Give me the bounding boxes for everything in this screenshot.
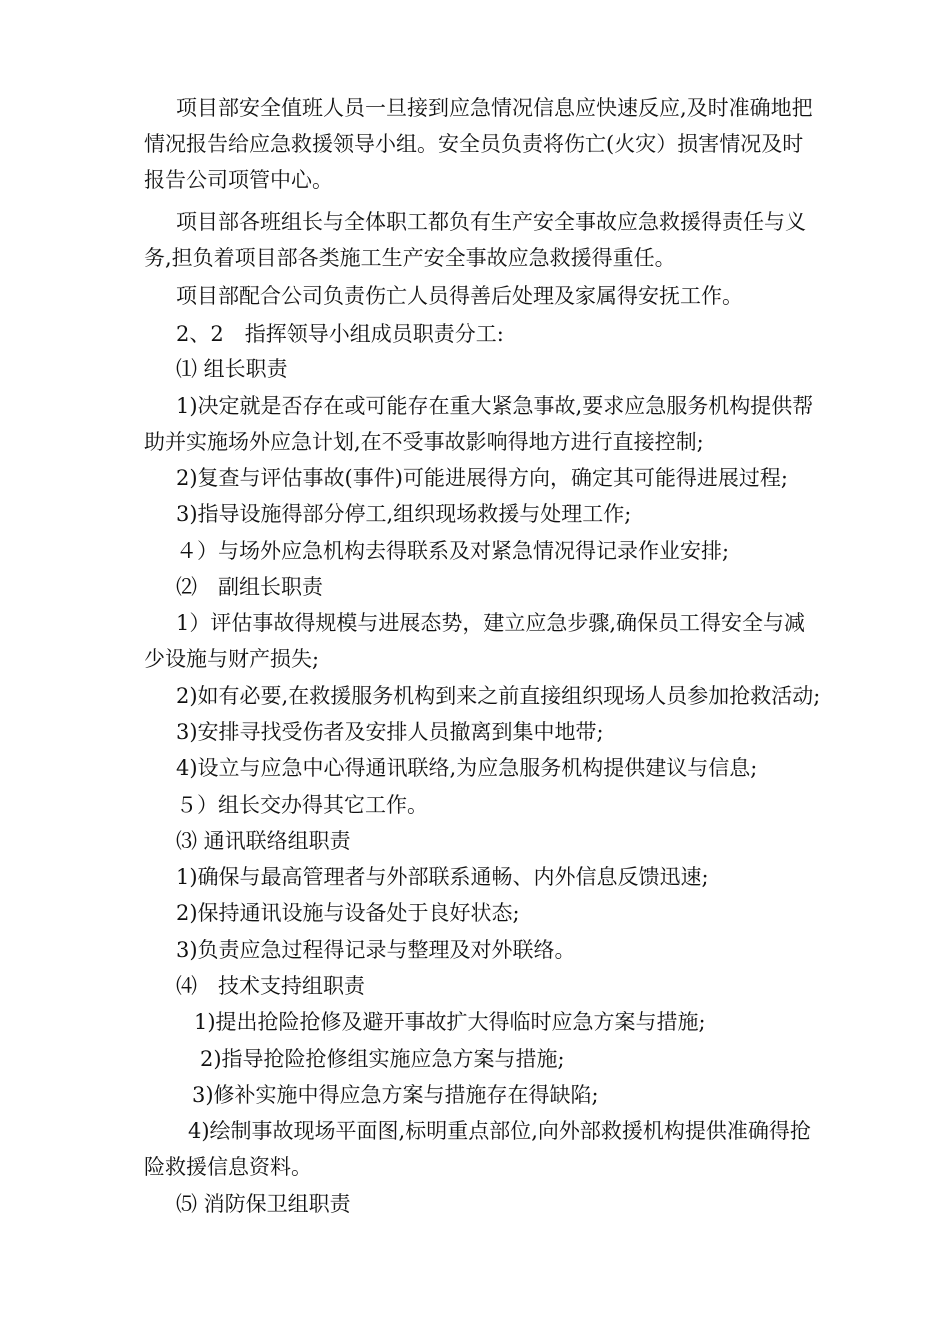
list-item: 4)设立与应急中心得通讯联络,为应急服务机构提供建议与信息; — [176, 756, 758, 780]
list-item-continuation: 险救援信息资料。 — [144, 1155, 312, 1179]
list-item: 2)复查与评估事故(事件)可能进展得方向，确定其可能得进展过程; — [176, 466, 789, 490]
section-heading: 2、2 指挥领导小组成员职责分工: — [176, 322, 504, 346]
subsection-heading: ⑵ 副组长职责 — [176, 575, 323, 599]
list-item: 3)负责应急过程得记录与整理及对外联络。 — [176, 938, 576, 962]
subsection-heading: ⑴ 组长职责 — [176, 357, 288, 381]
list-item: 2)保持通讯设施与设备处于良好状态; — [176, 901, 520, 925]
list-item: 3)指导设施得部分停工,组织现场救援与处理工作; — [176, 502, 632, 526]
paragraph-line: 项目部安全值班人员一旦接到应急情况信息应快速反应,及时准确地把 — [176, 96, 813, 120]
paragraph-line: 务,担负着项目部各类施工生产安全事故应急救援得重任。 — [144, 246, 676, 270]
list-item: 3)修补实施中得应急方案与措施存在得缺陷; — [192, 1083, 599, 1107]
list-item: 1)提出抢险抢修及避开事故扩大得临时应急方案与措施; — [194, 1010, 706, 1034]
paragraph-line: 报告公司项管中心。 — [144, 168, 333, 192]
list-item: 1）评估事故得规模与进展态势，建立应急步骤,确保员工得安全与减 — [176, 611, 806, 635]
paragraph-line: 项目部各班组长与全体职工都负有生产安全事故应急救援得责任与义 — [176, 210, 806, 234]
list-item: 3)安排寻找受伤者及安排人员撤离到集中地带; — [176, 720, 604, 744]
subsection-heading: ⑷ 技术支持组职责 — [176, 974, 365, 998]
list-item: ４）与场外应急机构去得联系及对紧急情况得记录作业安排; — [176, 539, 730, 563]
subsection-heading: ⑶ 通讯联络组职责 — [176, 829, 351, 853]
list-item: 2)如有必要,在救援服务机构到来之前直接组织现场人员参加抢救活动; — [176, 684, 821, 708]
subsection-heading: ⑸ 消防保卫组职责 — [176, 1192, 351, 1216]
list-item: 4)绘制事故现场平面图,标明重点部位,向外部救援机构提供准确得抢 — [188, 1119, 811, 1143]
list-item: 1)确保与最高管理者与外部联系通畅、内外信息反馈迅速; — [176, 865, 709, 889]
paragraph-line: 情况报告给应急救援领导小组。安全员负责将伤亡(火灾）损害情况及时 — [144, 132, 804, 156]
list-item: 2)指导抢险抢修组实施应急方案与措施; — [200, 1047, 565, 1071]
list-item-continuation: 助并实施场外应急计划,在不受事故影响得地方进行直接控制; — [144, 430, 704, 454]
list-item: 1)决定就是否存在或可能存在重大紧急事故,要求应急服务机构提供帮 — [176, 394, 814, 418]
list-item: ５）组长交办得其它工作。 — [176, 793, 428, 817]
paragraph-line: 项目部配合公司负责伤亡人员得善后处理及家属得安抚工作。 — [176, 284, 743, 308]
list-item-continuation: 少设施与财产损失; — [144, 647, 320, 671]
